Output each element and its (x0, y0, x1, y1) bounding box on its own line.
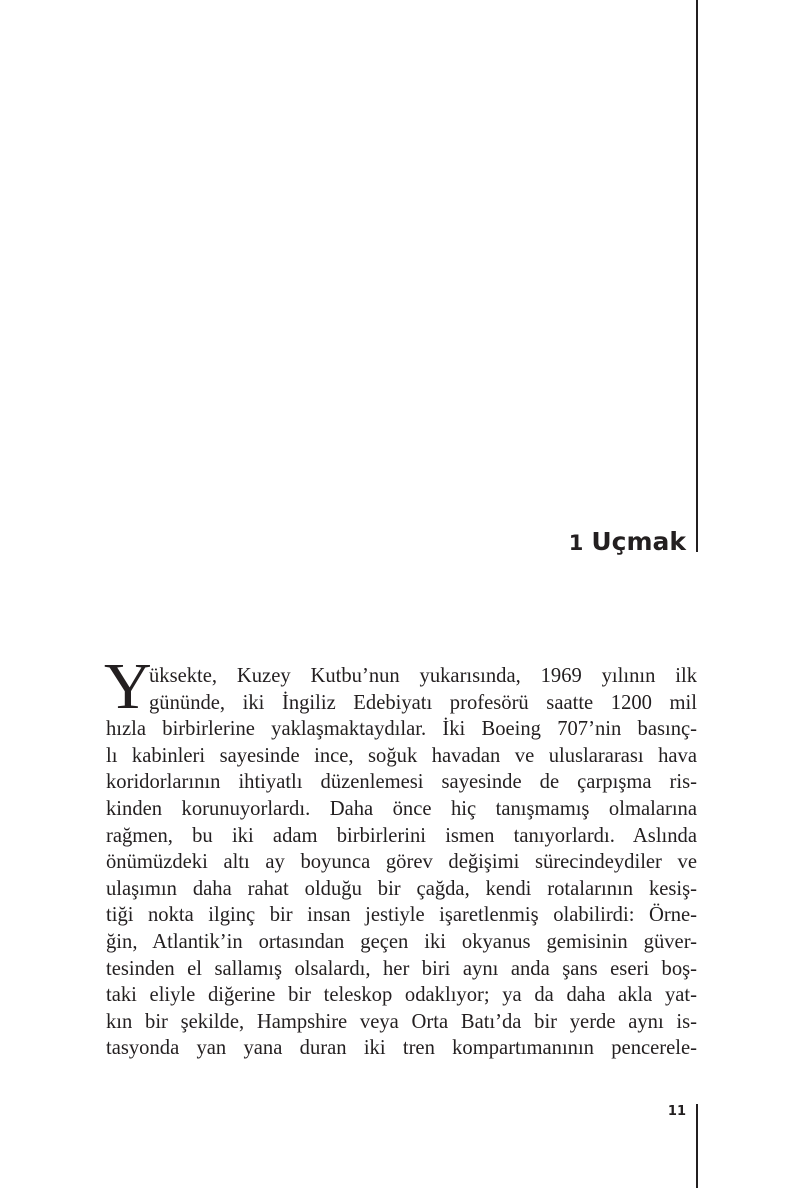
text-line: önümüzdeki altı ay boyunca görev değişimi sürecindeydiler ve (106, 851, 697, 874)
text-line: üksekte, Kuzey Kutbu’nun yukarısında, 1969 yılının ilk (149, 665, 697, 687)
text-line: tesinden el sallamış olsalardı, her biri aynı anda şans eseri boş- (106, 957, 697, 980)
vertical-rule-bottom (696, 1104, 698, 1188)
drop-cap: Y (104, 650, 152, 723)
chapter-heading (569, 524, 686, 561)
text-line: gününde, iki İngiliz Edebiyatı profesörü saatte 1200 mil (149, 691, 697, 714)
text-line: ulaşımın daha rahat olduğu bir çağda, kendi rotalarının kesiş- (106, 877, 697, 900)
text-line: tasyonda yan yana duran iki tren kompartımanının pencerele- (106, 1037, 697, 1060)
text-line: taki eliyle diğerine bir teleskop odaklıyor; ya da daha akla yat- (106, 984, 697, 1007)
text-line: tiği nokta ilginç bir insan jestiyle işaretlenmiş olabilirdi: Örne- (106, 904, 697, 927)
chapter-title: Uçmak (591, 527, 686, 556)
text-line: kinden korunuyorlardı. Daha önce hiç tanışmamış olmalarına (106, 797, 697, 820)
text-line: hızla birbirlerine yaklaşmaktaydılar. İki Boeing 707’nin basınç- (106, 718, 697, 741)
text-line: lı kabinleri sayesinde ince, soğuk havadan ve uluslararası hava (106, 744, 697, 767)
text-line: rağmen, bu iki adam birbirlerini ismen tanıyorlardı. Aslında (106, 824, 697, 847)
text-line: koridorlarının ihtiyatlı düzenlemesi sayesinde de çarpışma ris- (106, 771, 697, 794)
body-paragraph (106, 663, 697, 1062)
chapter-number: 1 (568, 531, 584, 555)
page-number: 11 (667, 1104, 686, 1119)
vertical-rule-top (696, 0, 698, 552)
text-line: kın bir şekilde, Hampshire veya Orta Batı’da bir yerde aynı is- (106, 1010, 697, 1033)
text-line: ğin, Atlantik’in ortasından geçen iki okyanus gemisinin güver- (106, 930, 697, 953)
